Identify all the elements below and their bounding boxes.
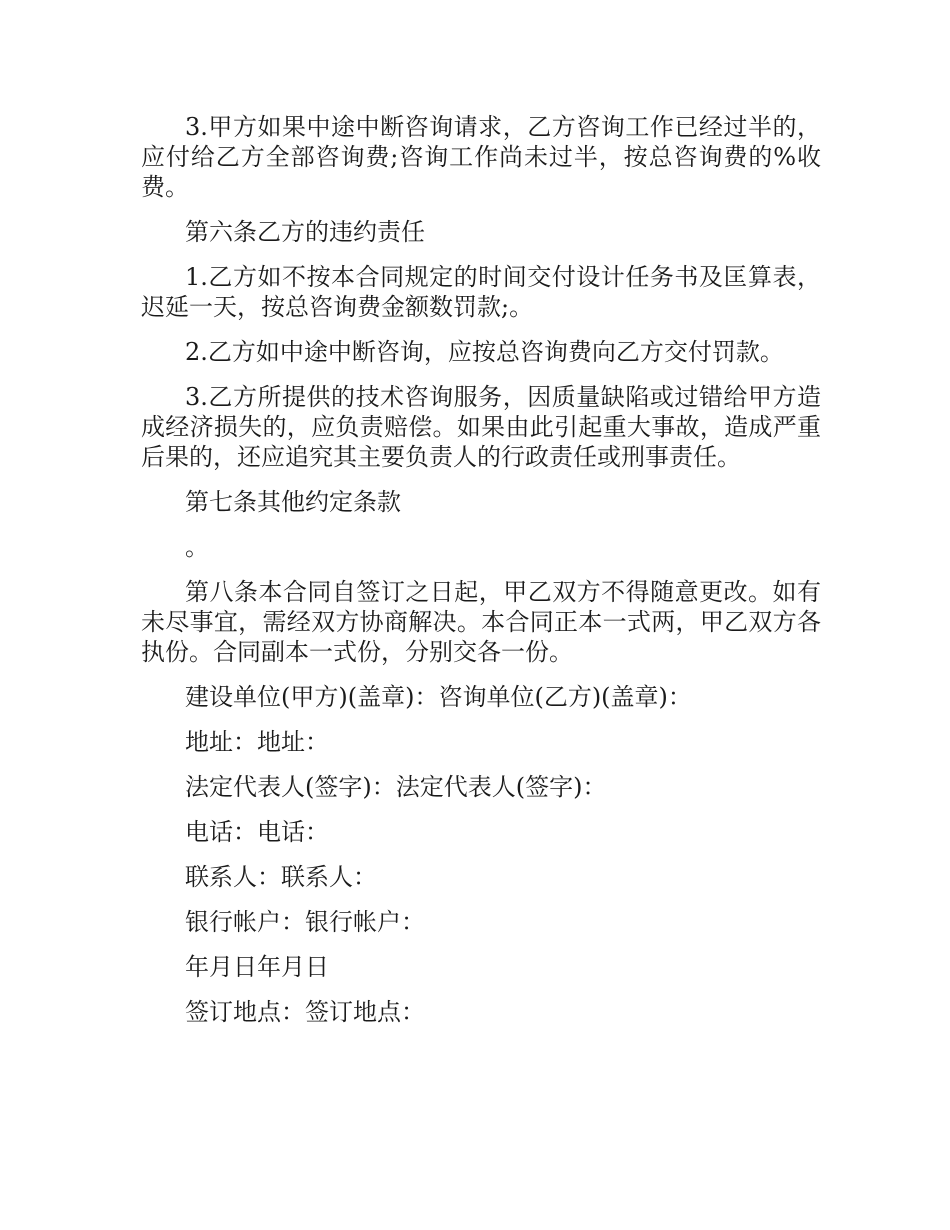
clause-5-3-paragraph: 3.甲方如果中途中断咨询请求，乙方咨询工作已经过半的，应付给乙方全部咨询费;咨询工作尚未过半，按总咨询费的%收费。 [141,113,821,201]
clause-6-2-paragraph: 2.乙方如中途中断咨询，应按总咨询费向乙方交付罚款。 [185,338,784,366]
document-page [141,112,821,1042]
article-7-content: 。 [185,533,209,561]
signature-unit-line: 建设单位(甲方)(盖章)：咨询单位(乙方)(盖章)： [185,683,692,711]
signature-phone-line: 电话：电话： [185,818,329,846]
signature-location-line: 签订地点：签订地点： [185,998,425,1026]
article-7-heading: 第七条其他约定条款 [185,488,401,516]
signature-representative-line: 法定代表人(签字)：法定代表人(签字)： [185,773,607,801]
article-8-paragraph: 第八条本合同自签订之日起，甲乙双方不得随意更改。如有未尽事宜，需经双方协商解决。本合同正本一式两，甲乙双方各执份。合同副本一式份，分别交各一份。 [141,578,821,666]
clause-6-1-paragraph: 1.乙方如不按本合同规定的时间交付设计任务书及匡算表，迟延一天，按总咨询费金额数罚款;。 [141,263,821,321]
signature-bank-account-line: 银行帐户：银行帐户： [185,908,425,936]
signature-contact-line: 联系人：联系人： [185,863,377,891]
clause-6-3-paragraph: 3.乙方所提供的技术咨询服务，因质量缺陷或过错给甲方造成经济损失的，应负责赔偿。如果由此引起重大事故，造成严重后果的，还应追究其主要负责人的行政责任或刑事责任。 [141,383,821,471]
signature-address-line: 地址：地址： [185,728,329,756]
signature-date-line: 年月日年月日 [185,953,329,981]
article-6-heading: 第六条乙方的违约责任 [185,218,425,246]
